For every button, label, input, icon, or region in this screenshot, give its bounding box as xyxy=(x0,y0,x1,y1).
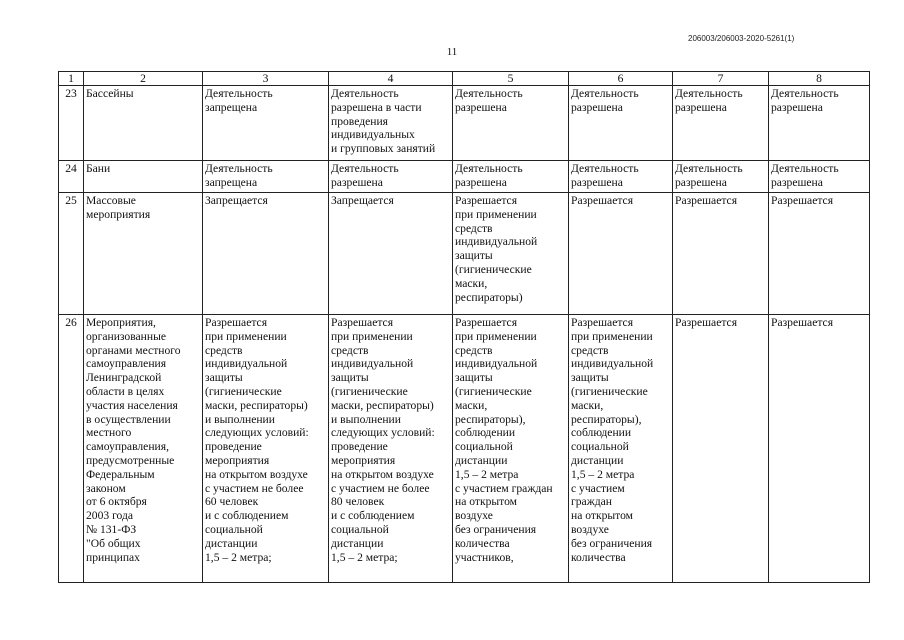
table-cell: Деятельность разрешена xyxy=(673,161,769,193)
table-cell: Деятельность разрешена xyxy=(769,86,870,161)
table-cell: Деятельность разрешена в части проведения индивидуальных и групповых занятий xyxy=(329,86,453,161)
table-row xyxy=(59,86,870,161)
table-row xyxy=(59,315,870,583)
table-cell: Запрещается xyxy=(203,193,329,315)
column-header: 4 xyxy=(329,72,453,86)
table-cell: Запрещается xyxy=(329,193,453,315)
table-cell: Разрешается при применении средств индивидуальной защиты (гигиенические маски, респираторы) и выполнении следующих условий: проведение мероприятия на открытом воздухе с участием не более 80 человек и с соблюдением социальной дистанции 1,5 – 2 метра; xyxy=(329,315,453,583)
table-cell: Бани xyxy=(84,161,203,193)
table-cell: Разрешается xyxy=(673,315,769,583)
column-header: 5 xyxy=(453,72,569,86)
row-number: 26 xyxy=(59,315,84,583)
table-cell: Деятельность разрешена xyxy=(569,86,673,161)
page-number: 11 xyxy=(446,46,458,58)
table-cell: Бассейны xyxy=(84,86,203,161)
table-cell: Деятельность разрешена xyxy=(453,161,569,193)
table-cell: Разрешается при применении средств индивидуальной защиты (гигиенические маски, респираторы), соблюдении социальной дистанции 1,5 – 2 метра с участием граждан на открытом воздухе без ограничения количества xyxy=(569,315,673,583)
column-header: 6 xyxy=(569,72,673,86)
table-row xyxy=(59,193,870,315)
table-cell: Деятельность разрешена xyxy=(769,161,870,193)
table-cell: Деятельность разрешена xyxy=(569,161,673,193)
document-id: 206003/206003-2020-5261(1) xyxy=(688,34,795,43)
table-cell: Разрешается при применении средств индивидуальной защиты (гигиенические маски, респираторы) xyxy=(453,193,569,315)
table-cell: Деятельность запрещена xyxy=(203,161,329,193)
row-number: 23 xyxy=(59,86,84,161)
regulation-table xyxy=(58,71,870,583)
table-row xyxy=(59,161,870,193)
table-cell: Разрешается xyxy=(769,193,870,315)
table-cell: Разрешается при применении средств индивидуальной защиты (гигиенические маски, респираторы), соблюдении социальной дистанции 1,5 – 2 метра с участием граждан на открытом воздухе без ограничения количества участников, xyxy=(453,315,569,583)
table-cell: Мероприятия, организованные органами местного самоуправления Ленинградской области в целях участия населения в осуществлении местного самоуправления, предусмотренные Федеральным законом от 6 октября 2003 года № 131-ФЗ "Об общих принципах xyxy=(84,315,203,583)
table-cell: Разрешается при применении средств индивидуальной защиты (гигиенические маски, респираторы) и выполнении следующих условий: проведение мероприятия на открытом воздухе с участием не более 60 человек и с соблюдением социальной дистанции 1,5 – 2 метра; xyxy=(203,315,329,583)
table-cell: Разрешается xyxy=(769,315,870,583)
table-cell: Разрешается xyxy=(569,193,673,315)
row-number: 25 xyxy=(59,193,84,315)
table-cell: Деятельность разрешена xyxy=(673,86,769,161)
table-cell: Деятельность запрещена xyxy=(203,86,329,161)
column-header: 1 xyxy=(59,72,84,86)
column-header: 3 xyxy=(203,72,329,86)
table-cell: Деятельность разрешена xyxy=(329,161,453,193)
table-cell: Массовые мероприятия xyxy=(84,193,203,315)
column-header: 8 xyxy=(769,72,870,86)
table-cell: Деятельность разрешена xyxy=(453,86,569,161)
row-number: 24 xyxy=(59,161,84,193)
table-cell: Разрешается xyxy=(673,193,769,315)
table-header-row xyxy=(59,72,870,86)
column-header: 2 xyxy=(84,72,203,86)
column-header: 7 xyxy=(673,72,769,86)
